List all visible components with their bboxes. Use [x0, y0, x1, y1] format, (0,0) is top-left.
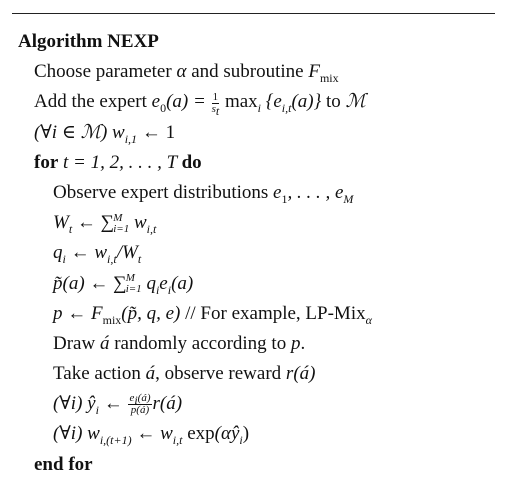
algorithm-block: [18, 27, 498, 480]
line-add-expert: Add the expert $e_0(a)$ = $\frac{1}{s_t}$ $\max_i \{e_{i,t}(a)\}$ to ℳ: [34, 90, 366, 118]
line-take-action: Take action á, observe reward r(á): [53, 363, 316, 385]
fraction-reward-estimate: $\frac{e_i(á)}{p(á)}$: [129, 392, 151, 417]
line-observe-distributions: Observe expert distributions $e_1$, . . . , $e_M$: [53, 181, 354, 206]
line-end-for: end for: [34, 453, 93, 475]
comment: // For example, LP-Mix: [180, 302, 366, 324]
line-total-weight: $W_t$ ← ∑ M i=1 $w_{i,t}$: [53, 211, 157, 236]
line-fmix: p ← $F_{mix}(p̃$, q, e) // For example, LP-Mix$_\alpha$: [53, 302, 372, 327]
top-rule: [12, 13, 495, 14]
line-choose-parameter: Choose parameter α and subroutine $F_{mix}$: [34, 61, 339, 85]
line-estimate-reward: (∀i) $ŷ_i$ ← $\frac{e_i(á)}{p(á)}$ r(á): [53, 392, 183, 418]
line-mixture: p̃(a) ← ∑ M i=1 $q_ie_i(a)$: [53, 272, 194, 297]
line-normalize: $q_i$ ← $w_{i,t}/W_t$: [53, 242, 142, 267]
line-init-weights: (∀i ∈ ℳ) $w_{i,1}$ ← 1: [34, 121, 176, 146]
line-update-weights: (∀i) $w_{i,(t+1)}$ ← $w_{i,t}$ $\exp(\alpha ŷ_i)$: [53, 423, 250, 448]
fraction-one-over-s: $\frac{1}{s_t}$: [211, 90, 220, 118]
line-for-loop: for t = 1, 2, . . . , T do: [34, 151, 202, 173]
algorithm-title: Algorithm NEXP: [18, 31, 159, 52]
line-draw-action: Draw á randomly according to p.: [53, 332, 306, 354]
